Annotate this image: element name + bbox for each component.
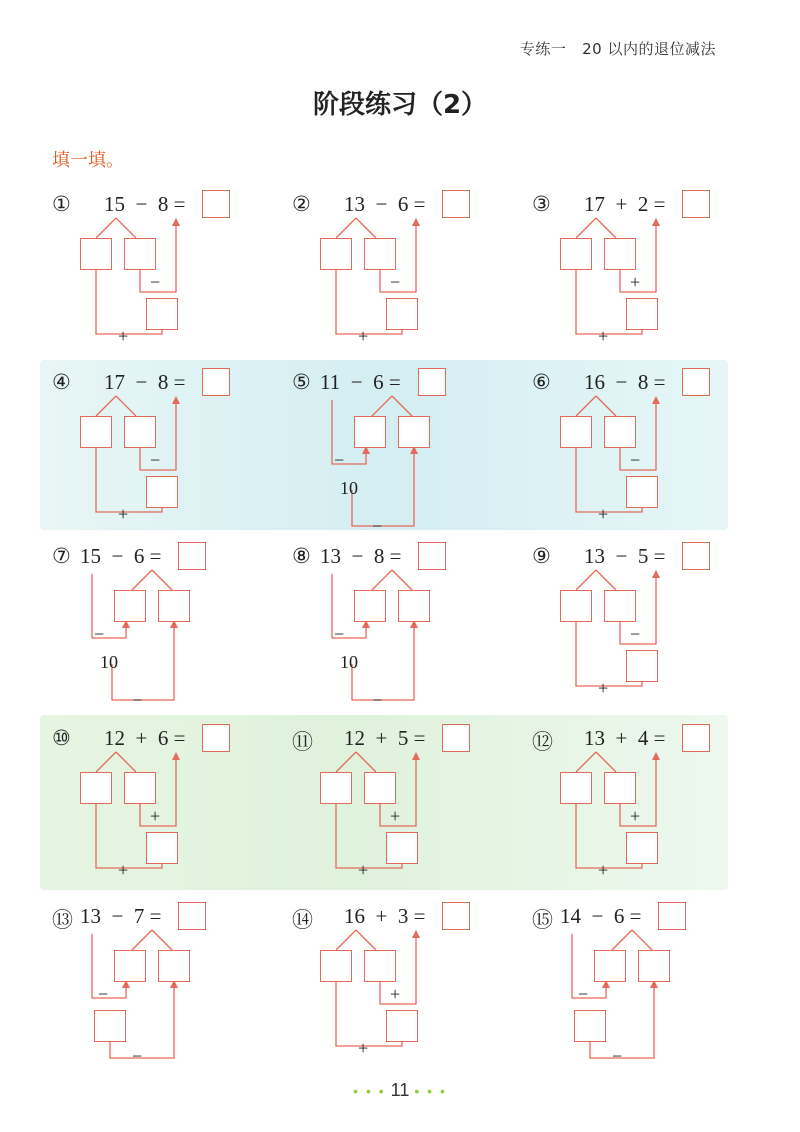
split-box-left[interactable] [560,590,592,622]
split-box-left[interactable] [320,238,352,270]
answer-box[interactable] [202,368,230,396]
connector-line [356,218,376,238]
split-box-left[interactable] [354,590,386,622]
problem-15 [532,900,772,1070]
connector-line [132,570,152,590]
equation: 13 + 4 = [584,726,666,750]
operator-label: + [598,678,609,698]
arrow-head [652,570,660,578]
answer-box[interactable] [202,724,230,752]
split-box-right[interactable] [124,772,156,804]
operator-label: + [150,806,161,826]
given-ten: 10 [100,652,118,672]
problem-14 [292,900,532,1070]
split-box-left[interactable] [114,950,146,982]
connector-line [576,752,596,772]
answer-box[interactable] [682,724,710,752]
problem-number: ⑨ [532,544,551,568]
operator-label: − [150,450,161,470]
operator-label: − [390,272,401,292]
problem-13 [52,900,292,1070]
operator-label: + [598,326,609,346]
connector-line [116,218,136,238]
footer-dots-left: • • • [353,1083,386,1099]
operator-label: − [334,450,345,470]
problem-9 [532,540,772,710]
operator-label: + [118,326,129,346]
equation: 14 − 6 = [560,904,642,928]
connector-line [132,930,152,950]
equation: 16 + 3 = [344,904,426,928]
split-box-right[interactable] [124,238,156,270]
operator-label: + [630,806,641,826]
operator-label: − [94,624,105,644]
equation: 13 − 6 = [344,192,426,216]
arrow-head [652,752,660,760]
split-box-right[interactable] [364,950,396,982]
problem-number: ③ [532,192,551,216]
arrow-head [412,930,420,938]
intermediate-box[interactable] [574,1010,606,1042]
operator-label: + [598,860,609,880]
operator-label: + [598,504,609,524]
problem-number: ① [52,192,71,216]
problem-number: ⑥ [532,370,551,394]
intermediate-box[interactable] [626,298,658,330]
connector-line [152,930,172,950]
given-ten: 10 [340,478,358,498]
page-header: 专练一 20 以内的退位减法 [519,40,716,58]
split-box-left[interactable] [560,416,592,448]
page-number: 11 [390,1080,410,1100]
problem-number: ⑮ [532,908,553,932]
connector-line [576,396,596,416]
problem-number: ⑧ [292,544,311,568]
problem-12 [532,722,772,892]
problem-number: ⑩ [52,726,71,750]
answer-box[interactable] [418,542,446,570]
intermediate-box[interactable] [146,476,178,508]
split-box-left[interactable] [80,416,112,448]
problem-1 [52,188,292,358]
split-box-left[interactable] [560,772,592,804]
connector-line [96,218,116,238]
operator-label: − [132,690,143,710]
connector-line [372,570,392,590]
connector-line [576,570,596,590]
intermediate-box[interactable] [146,298,178,330]
instruction: 填一填。 [52,150,124,171]
arrow-head [652,396,660,404]
equation: 12 + 6 = [104,726,186,750]
intermediate-box[interactable] [146,832,178,864]
connector-line [596,218,616,238]
equation: 17 − 8 = [104,370,186,394]
connector-line [152,570,172,590]
operator-label: + [118,504,129,524]
operator-label: − [630,450,641,470]
problem-4 [52,366,292,536]
arrow-head [412,218,420,226]
split-box-right[interactable] [158,590,190,622]
split-box-left[interactable] [80,238,112,270]
connector-line [392,570,412,590]
problem-10 [52,722,292,892]
operator-label: − [132,1046,143,1066]
split-box-right[interactable] [364,238,396,270]
connector-line [576,218,596,238]
connector-line [336,752,356,772]
split-box-right[interactable] [604,238,636,270]
answer-box[interactable] [658,902,686,930]
problem-number: ⑪ [292,730,313,754]
problem-2 [292,188,532,358]
given-ten: 10 [340,652,358,672]
arrow-head [172,218,180,226]
intermediate-box[interactable] [626,476,658,508]
operator-label: − [612,1046,623,1066]
connector-line [112,624,174,700]
arrow-head [412,752,420,760]
page-footer [0,1080,800,1101]
connector-line [116,396,136,416]
operator-label: + [390,806,401,826]
split-box-left[interactable] [320,950,352,982]
intermediate-box[interactable] [386,832,418,864]
connector-line [632,930,652,950]
split-box-left[interactable] [80,772,112,804]
equation: 15 − 6 = [80,544,162,568]
arrow-head [172,396,180,404]
connector-line [596,570,616,590]
answer-box[interactable] [442,724,470,752]
split-box-right[interactable] [604,772,636,804]
problem-number: ⑦ [52,544,71,568]
operator-label: + [358,860,369,880]
equation: 16 − 8 = [584,370,666,394]
problem-number: ② [292,192,311,216]
operator-label: + [358,326,369,346]
split-box-right[interactable] [124,416,156,448]
answer-box[interactable] [442,190,470,218]
page-title: 阶段练习（2） [312,90,488,120]
connector-line [596,752,616,772]
operator-label: − [372,516,383,536]
connector-line [612,930,632,950]
split-box-left[interactable] [320,772,352,804]
equation: 13 − 7 = [80,904,162,928]
split-box-right[interactable] [638,950,670,982]
operator-label: − [372,690,383,710]
equation: 15 − 8 = [104,192,186,216]
arrow-head [172,752,180,760]
split-box-right[interactable] [158,950,190,982]
equation: 17 + 2 = [584,192,666,216]
problem-7 [52,540,292,710]
split-box-right[interactable] [398,590,430,622]
answer-box[interactable] [418,368,446,396]
operator-label: − [150,272,161,292]
connector-line [352,450,414,526]
problem-number: ⑫ [532,730,553,754]
answer-box[interactable] [682,542,710,570]
equation: 12 + 5 = [344,726,426,750]
problem-11 [292,722,532,892]
operator-label: + [358,1038,369,1058]
connector-line [336,930,356,950]
connector-line [356,752,376,772]
connector-line [356,930,376,950]
intermediate-box[interactable] [386,1010,418,1042]
answer-box[interactable] [682,368,710,396]
split-box-right[interactable] [604,416,636,448]
answer-box[interactable] [442,902,470,930]
connector-line [96,752,116,772]
split-box-left[interactable] [594,950,626,982]
operator-label: − [334,624,345,644]
split-box-left[interactable] [114,590,146,622]
connector-line [336,218,356,238]
answer-box[interactable] [682,190,710,218]
connector-line [372,396,392,416]
equation: 13 − 5 = [584,544,666,568]
operator-label: − [630,624,641,644]
equation: 11 − 6 = [320,370,401,394]
connector-line [96,396,116,416]
connector-line [392,396,412,416]
problem-6 [532,366,772,536]
split-box-left[interactable] [354,416,386,448]
operator-label: + [390,984,401,1004]
operator-label: − [98,984,109,1004]
connector-line [352,624,414,700]
problem-8 [292,540,532,710]
problem-number: ⑤ [292,370,311,394]
arrow-head [652,218,660,226]
operator-label: + [630,272,641,292]
split-box-right[interactable] [364,772,396,804]
intermediate-box[interactable] [94,1010,126,1042]
connector-line [596,396,616,416]
answer-box[interactable] [202,190,230,218]
operator-label: − [578,984,589,1004]
answer-box[interactable] [178,902,206,930]
intermediate-box[interactable] [386,298,418,330]
answer-box[interactable] [178,542,206,570]
problem-3 [532,188,772,358]
operator-label: + [118,860,129,880]
split-box-right[interactable] [398,416,430,448]
footer-dots-right: • • • [414,1083,447,1099]
problem-number: ⑬ [52,908,73,932]
problem-number: ⑭ [292,908,313,932]
split-box-right[interactable] [604,590,636,622]
problem-number: ④ [52,370,71,394]
connector-line [116,752,136,772]
intermediate-box[interactable] [626,650,658,682]
equation: 13 − 8 = [320,544,402,568]
split-box-left[interactable] [560,238,592,270]
intermediate-box[interactable] [626,832,658,864]
problem-5 [292,366,532,536]
